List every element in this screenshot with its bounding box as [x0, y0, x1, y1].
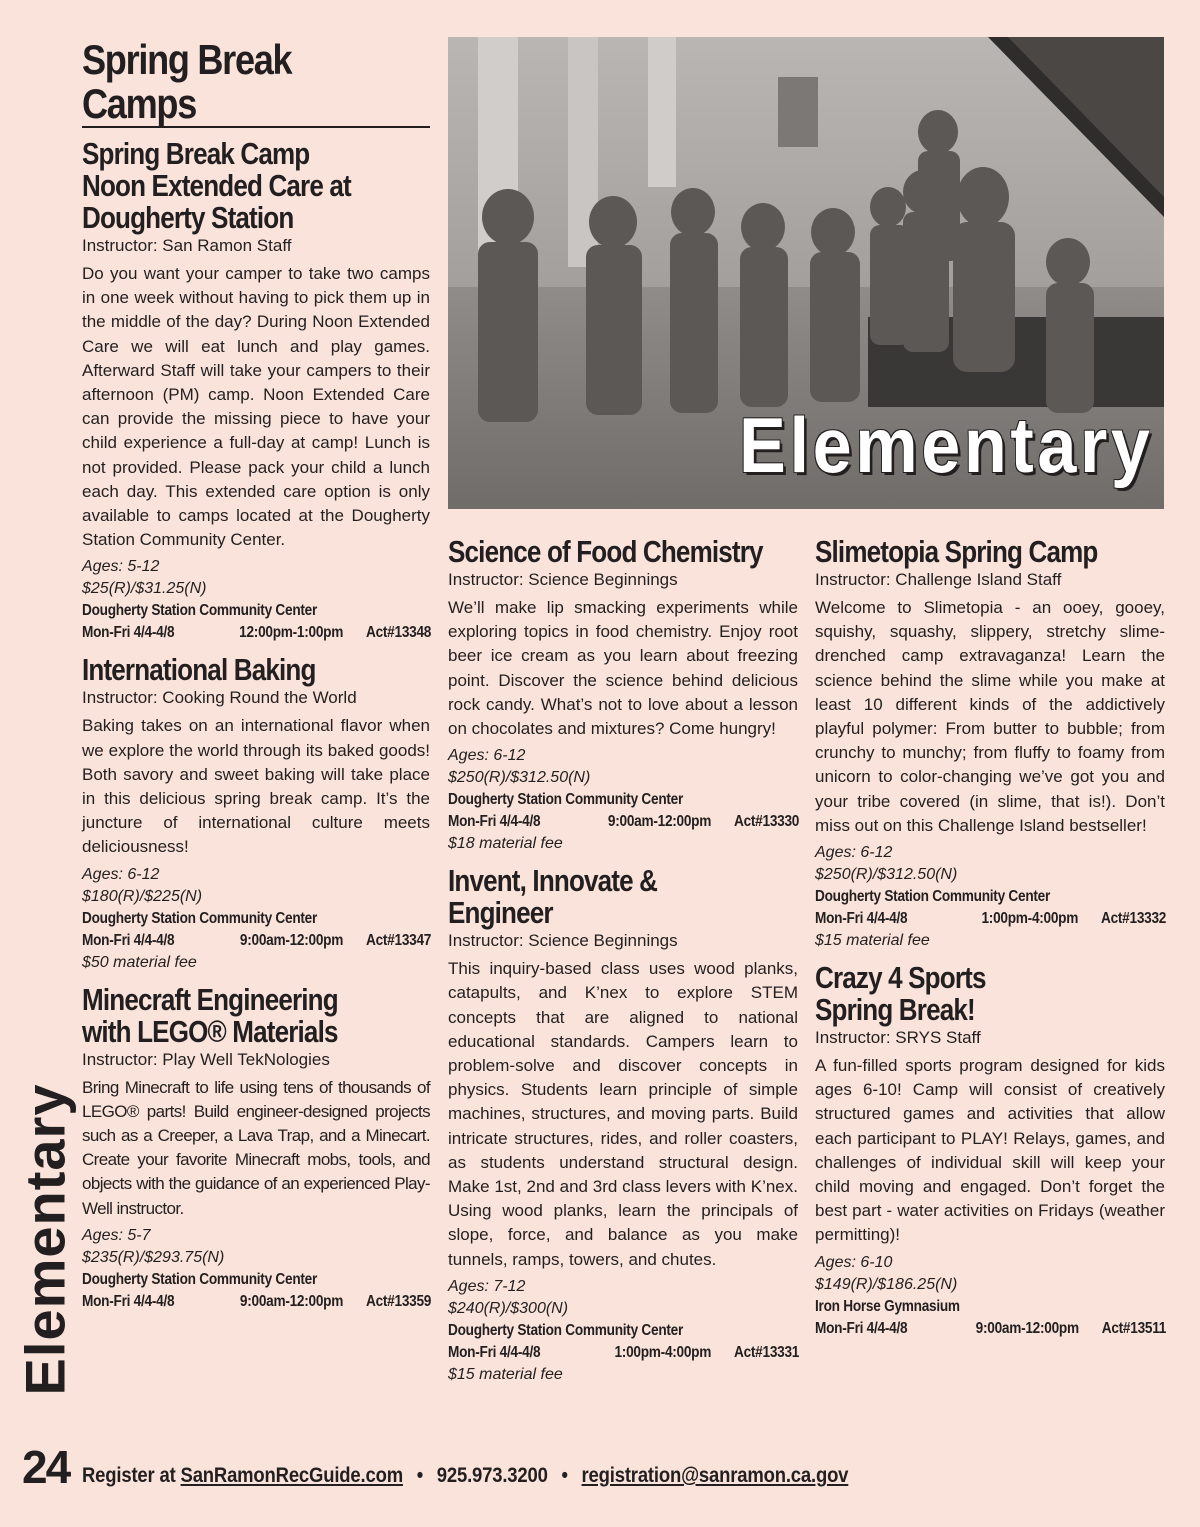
side-tab-label: Elementary	[13, 1083, 77, 1395]
column-left	[82, 38, 430, 1313]
camp-schedule	[82, 1291, 431, 1313]
camp-location: Dougherty Station Community Center	[82, 909, 318, 927]
camp-location: Dougherty Station Community Center	[815, 888, 1051, 906]
camp-ages: Ages: 5-7	[82, 1226, 151, 1244]
footer	[0, 1436, 1200, 1496]
camp-title: Minecraft Engineering with LEGO® Materials	[82, 981, 338, 1049]
camp-activity-number: Act#13348	[365, 624, 432, 642]
camp-title: Slimetopia Spring Camp	[815, 534, 1098, 569]
column-middle	[448, 536, 798, 1386]
camp-crazy-4-sports	[815, 962, 1165, 1340]
camp-title: Spring Break Camp Noon Extended Care at Dougherty Station	[82, 136, 351, 235]
hero-photo	[448, 37, 1164, 509]
camp-location: Iron Horse Gymnasium	[815, 1297, 960, 1315]
camp-days: Mon-Fri 4/4-4/8	[82, 1292, 175, 1310]
camp-invent-innovate-engineer	[448, 865, 798, 1386]
camp-location: Dougherty Station Community Center	[448, 791, 684, 809]
camp-instructor: Instructor: San Ramon Staff	[82, 236, 292, 255]
camp-schedule	[815, 1318, 1166, 1340]
camp-instructor: Instructor: Cooking Round the World	[82, 688, 357, 708]
camp-days: Mon-Fri 4/4-4/8	[448, 1343, 541, 1361]
camp-description: Bring Minecraft to life using tens of thousands of LEGO® parts! Build engineer-designed projects such as a Creeper, a Lava Trap, and a Minecart. Create your favorite Minecraft mobs, tools, and objects with the guidance of an experienced Play-Well instructor.	[82, 1077, 430, 1218]
camp-price: $250(R)/$312.50(N)	[448, 769, 591, 787]
camp-title: International Baking	[82, 652, 316, 688]
camp-days: Mon-Fri 4/4-4/8	[448, 813, 541, 831]
camp-activity-number: Act#13359	[365, 1292, 432, 1310]
camp-description: This inquiry-based class uses wood planks, catapults, and K’nex to explore STEM concepts that are aligned to national educational standards. Campers learn to problem-solve and discover concepts in physics. Students learn principle of simple machines, structures, and moving parts. Build intricate structures, rides, and roller coasters, as students understand structural design. Make 1st, 2nd and 3rd class levers with K’nex. Using wood planks, learn the principals of slope, force, and balance as you make tunnels, ramps, towers, and chutes.	[448, 959, 798, 1269]
camp-schedule	[448, 811, 799, 833]
camp-material-fee: $50 material fee	[82, 953, 197, 971]
camp-price: $149(R)/$186.25(N)	[815, 1275, 958, 1293]
camp-activity-number: Act#13347	[365, 931, 432, 949]
camp-time: 12:00pm-1:00pm	[239, 624, 344, 642]
camp-title: Crazy 4 Sports Spring Break!	[815, 960, 986, 1028]
camp-ages: Ages: 5-12	[82, 558, 160, 576]
section-title	[82, 38, 429, 126]
camp-price: $180(R)/$225(N)	[82, 887, 203, 905]
camp-time: 1:00pm-4:00pm	[614, 1343, 712, 1361]
camp-ages: Ages: 6-12	[815, 844, 893, 862]
camp-ages: Ages: 6-12	[82, 865, 160, 883]
camp-location: Dougherty Station Community Center	[82, 1270, 318, 1288]
phone-number: 925.973.3200	[436, 1464, 548, 1487]
camp-price: $235(R)/$293.75(N)	[82, 1248, 225, 1266]
camp-price: $240(R)/$300(N)	[448, 1299, 569, 1317]
camp-ages: Ages: 6-10	[815, 1253, 893, 1271]
camp-schedule	[82, 622, 431, 644]
photo-label: Elementary	[739, 401, 1154, 489]
camp-activity-number: Act#13331	[734, 1343, 800, 1361]
camp-instructor: Instructor: SRYS Staff	[815, 1028, 981, 1048]
separator: •	[416, 1464, 424, 1487]
camp-instructor: Instructor: Science Beginnings	[448, 931, 678, 951]
camp-slimetopia	[815, 536, 1165, 952]
camp-schedule	[815, 908, 1166, 930]
camp-description: We’ll make lip smacking experiments while exploring topics in food chemistry. Enjoy root beer ice cream as you learn about freezing point. Discover the science behind delicious rock candy. What’s not to love about a lesson on chocolates and mixtures? Come hungry!	[448, 598, 798, 739]
camp-activity-number: Act#13332	[1101, 910, 1167, 928]
camp-description: Welcome to Slimetopia - an ooey, gooey, squishy, squashy, slippery, stretchy slime-drenched camp extravaganza! Learn the science behind the slime while you make at least 10 different kinds of the addictively playful polymer: From butter to bubble; from crunchy to munchy; from fluffy to foamy from unicorn to color-changing we’ve got you and your tribe covered (in slime, that is!). Don’t miss out on this Challenge Island bestseller!	[815, 598, 1165, 835]
camp-minecraft-engineering	[82, 981, 432, 1313]
camp-instructor: Instructor: Challenge Island Staff	[815, 570, 1062, 589]
camp-activity-number: Act#13511	[1101, 1319, 1167, 1337]
camp-description: Do you want your camper to take two camps in one week without having to pick them up in the middle of the day? During Noon Extended Care we will eat lunch and play games. Afterward Staff will take your campers to their afternoon (PM) camp. Noon Extended Care can provide the missing piece to have your child experience a full-day at camp! Lunch is not provided. Please pack your child a lunch each day. This extended care option is only available to camps located at the Dougherty Station Community Center.	[82, 264, 430, 550]
column-right	[815, 536, 1165, 1340]
section-title-line2: Camps	[82, 80, 197, 127]
register-label: Register at	[82, 1464, 176, 1487]
camp-time: 9:00am-12:00pm	[239, 1292, 344, 1310]
page-number: 24	[22, 1441, 70, 1493]
camp-material-fee: $18 material fee	[448, 835, 563, 853]
camp-schedule	[448, 1342, 799, 1364]
camp-instructor: Instructor: Play Well TekNologies	[82, 1049, 330, 1069]
website-link[interactable]: SanRamonRecGuide.com	[180, 1464, 403, 1487]
camp-days: Mon-Fri 4/4-4/8	[815, 910, 908, 928]
email-link[interactable]: registration@sanramon.ca.gov	[581, 1464, 849, 1487]
camp-price: $250(R)/$312.50(N)	[815, 866, 958, 884]
camp-ages: Ages: 6-12	[448, 747, 526, 765]
camp-schedule	[82, 930, 431, 952]
footer-contact	[82, 1464, 848, 1488]
camp-material-fee: $15 material fee	[448, 1365, 563, 1383]
camp-ages: Ages: 7-12	[448, 1277, 526, 1295]
camp-international-baking	[82, 654, 430, 973]
camp-time: 9:00am-12:00pm	[975, 1319, 1079, 1337]
camp-title: Invent, Innovate & Engineer	[448, 863, 658, 931]
section-title-line1: Spring Break	[82, 36, 292, 83]
camp-description: Baking takes on an international flavor when we explore the world through its baked goods! Both savory and sweet baking will take place in this delicious spring break camp. It’s the juncture of international culture meets deliciousness!	[82, 716, 430, 857]
camp-instructor: Instructor: Science Beginnings	[448, 570, 678, 589]
camp-description: A fun-filled sports program designed for kids ages 6-10! Camp will consist of creatively structured games and activities that allow each participant to PLAY! Relays, games, and challenges of individual skill will keep your child moving and engaged. Don’t forget the best part - water activities on Fridays (weather permitting)!	[815, 1056, 1165, 1245]
separator: •	[561, 1464, 568, 1487]
camp-location: Dougherty Station Community Center	[82, 602, 318, 620]
camp-activity-number: Act#13330	[734, 813, 800, 831]
side-tab	[13, 1083, 77, 1395]
camp-time: 9:00am-12:00pm	[607, 813, 712, 831]
camp-days: Mon-Fri 4/4-4/8	[82, 931, 175, 949]
camp-material-fee: $15 material fee	[815, 932, 930, 950]
camp-days: Mon-Fri 4/4-4/8	[815, 1319, 908, 1337]
camp-price: $25(R)/$31.25(N)	[82, 580, 207, 598]
camp-location: Dougherty Station Community Center	[448, 1321, 684, 1339]
camp-science-of-food-chemistry	[448, 536, 798, 855]
camp-noon-extended-care	[82, 138, 430, 644]
camp-time: 1:00pm-4:00pm	[981, 910, 1079, 928]
camp-time: 9:00am-12:00pm	[239, 931, 344, 949]
camp-days: Mon-Fri 4/4-4/8	[82, 624, 175, 642]
camp-title: Science of Food Chemistry	[448, 534, 763, 569]
